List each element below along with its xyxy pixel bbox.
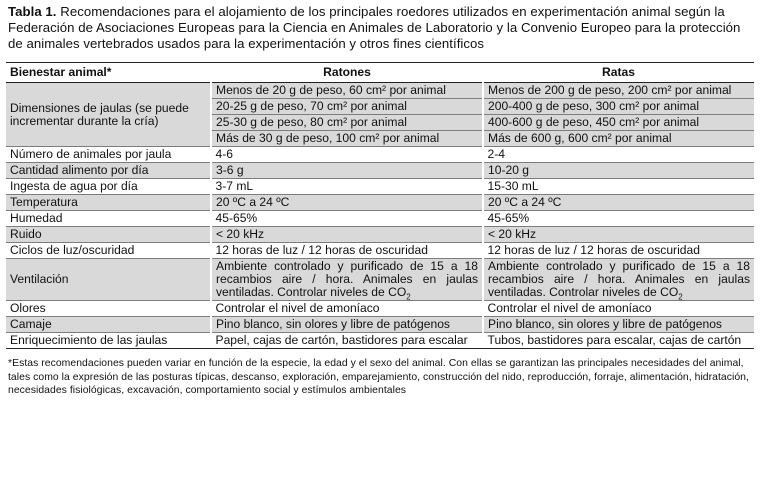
row-label: Cantidad alimento por día bbox=[6, 163, 211, 179]
cell-ratones: < 20 kHz bbox=[211, 227, 483, 243]
cell-ratas: 15-30 mL bbox=[483, 179, 754, 195]
cell-ratas: 12 horas de luz / 12 horas de oscuridad bbox=[483, 243, 754, 259]
cell-ratones bbox=[211, 259, 483, 301]
co2-subscript: 2 bbox=[406, 292, 411, 302]
table-row bbox=[6, 83, 754, 99]
header-ratones: Ratones bbox=[211, 63, 483, 83]
cell-ratones: Menos de 20 g de peso, 60 cm² por animal bbox=[211, 83, 483, 99]
row-label: Número de animales por jaula bbox=[6, 147, 211, 163]
table-row bbox=[6, 163, 754, 179]
row-label: Enriquecimiento de las jaulas bbox=[6, 333, 211, 349]
table-row bbox=[6, 195, 754, 211]
header-bienestar: Bienestar animal* bbox=[6, 63, 211, 83]
table-header-row bbox=[6, 63, 754, 83]
cell-ratas: 45-65% bbox=[483, 211, 754, 227]
table-row bbox=[6, 179, 754, 195]
table-row bbox=[6, 211, 754, 227]
housing-table bbox=[6, 62, 754, 349]
cell-ratones: Más de 30 g de peso, 100 cm² por animal bbox=[211, 131, 483, 147]
cell-ratones: 20-25 g de peso, 70 cm² por animal bbox=[211, 99, 483, 115]
table-row bbox=[6, 259, 754, 301]
co2-subscript: 2 bbox=[678, 292, 683, 302]
table-row bbox=[6, 243, 754, 259]
row-label: Humedad bbox=[6, 211, 211, 227]
cell-ratones: 3-7 mL bbox=[211, 179, 483, 195]
row-label: Camaje bbox=[6, 317, 211, 333]
table-row bbox=[6, 147, 754, 163]
table-row bbox=[6, 227, 754, 243]
cell-ratones: Papel, cajas de cartón, bastidores para escalar bbox=[211, 333, 483, 349]
cell-ratas: 200-400 g de peso, 300 cm² por animal bbox=[483, 99, 754, 115]
cell-ratones: 20 ºC a 24 ºC bbox=[211, 195, 483, 211]
caption-text: Recomendaciones para el alojamiento de los principales roedores utilizados en experimentación animal según la Federación de Asociaciones Europeas para la Ciencia en Animales de Laboratorio y la Convenio Europeo para la protección de animales vertebrados usados para la experimentación y otros fines científicos bbox=[8, 4, 741, 51]
row-label-dimensiones: Dimensiones de jaulas (se puede incrementar durante la cría) bbox=[6, 83, 211, 147]
cell-ratones: 12 horas de luz / 12 horas de oscuridad bbox=[211, 243, 483, 259]
table-caption bbox=[6, 4, 755, 52]
cell-ratas bbox=[483, 259, 754, 301]
cell-ratones: 45-65% bbox=[211, 211, 483, 227]
cell-ratas: Tubos, bastidores para escalar, cajas de cartón bbox=[483, 333, 754, 349]
row-label: Ciclos de luz/oscuridad bbox=[6, 243, 211, 259]
cell-ratones: 4-6 bbox=[211, 147, 483, 163]
row-label: Olores bbox=[6, 301, 211, 317]
cell-ratas: Pino blanco, sin olores y libre de patógenos bbox=[483, 317, 754, 333]
header-ratas: Ratas bbox=[483, 63, 754, 83]
cell-ratas: Controlar el nivel de amoníaco bbox=[483, 301, 754, 317]
ventilation-text: Ambiente controlado y purificado de 15 a 18 recambios aire / hora. Animales en jaulas ventiladas. Controlar niveles de CO bbox=[488, 259, 750, 299]
row-label: Temperatura bbox=[6, 195, 211, 211]
cell-ratas: 400-600 g de peso, 450 cm² por animal bbox=[483, 115, 754, 131]
cell-ratas: 10-20 g bbox=[483, 163, 754, 179]
caption-label: Tabla 1. bbox=[8, 4, 57, 19]
table-row bbox=[6, 317, 754, 333]
row-label: Ruido bbox=[6, 227, 211, 243]
cell-ratas: 2-4 bbox=[483, 147, 754, 163]
row-label: Ingesta de agua por día bbox=[6, 179, 211, 195]
cell-ratones: Controlar el nivel de amoníaco bbox=[211, 301, 483, 317]
cell-ratones: 25-30 g de peso, 80 cm² por animal bbox=[211, 115, 483, 131]
cell-ratas: 20 ºC a 24 ºC bbox=[483, 195, 754, 211]
table-footnote: *Estas recomendaciones pueden variar en función de la especie, la edad y el sexo del animal. Con ellas se garantizan las principales necesidades del animal, tales como la expresión de las posturas típicas, descanso, exploración, emparejamiento, construcción del nido, reproducción, forraje, alimentación, hidratación, necesidades fisiológicas, excavación, comportamiento social y estímulos ambientales bbox=[8, 358, 749, 396]
cell-ratas: Menos de 200 g de peso, 200 cm² por animal bbox=[483, 83, 754, 99]
cell-ratas: < 20 kHz bbox=[483, 227, 754, 243]
table-row bbox=[6, 301, 754, 317]
ventilation-text: Ambiente controlado y purificado de 15 a 18 recambios aire / hora. Animales en jaulas ventiladas. Controlar niveles de CO bbox=[216, 259, 478, 299]
cell-ratones: 3-6 g bbox=[211, 163, 483, 179]
row-label-ventilacion: Ventilación bbox=[6, 259, 211, 301]
cell-ratones: Pino blanco, sin olores y libre de patógenos bbox=[211, 317, 483, 333]
table-row bbox=[6, 333, 754, 349]
cell-ratas: Más de 600 g, 600 cm² por animal bbox=[483, 131, 754, 147]
